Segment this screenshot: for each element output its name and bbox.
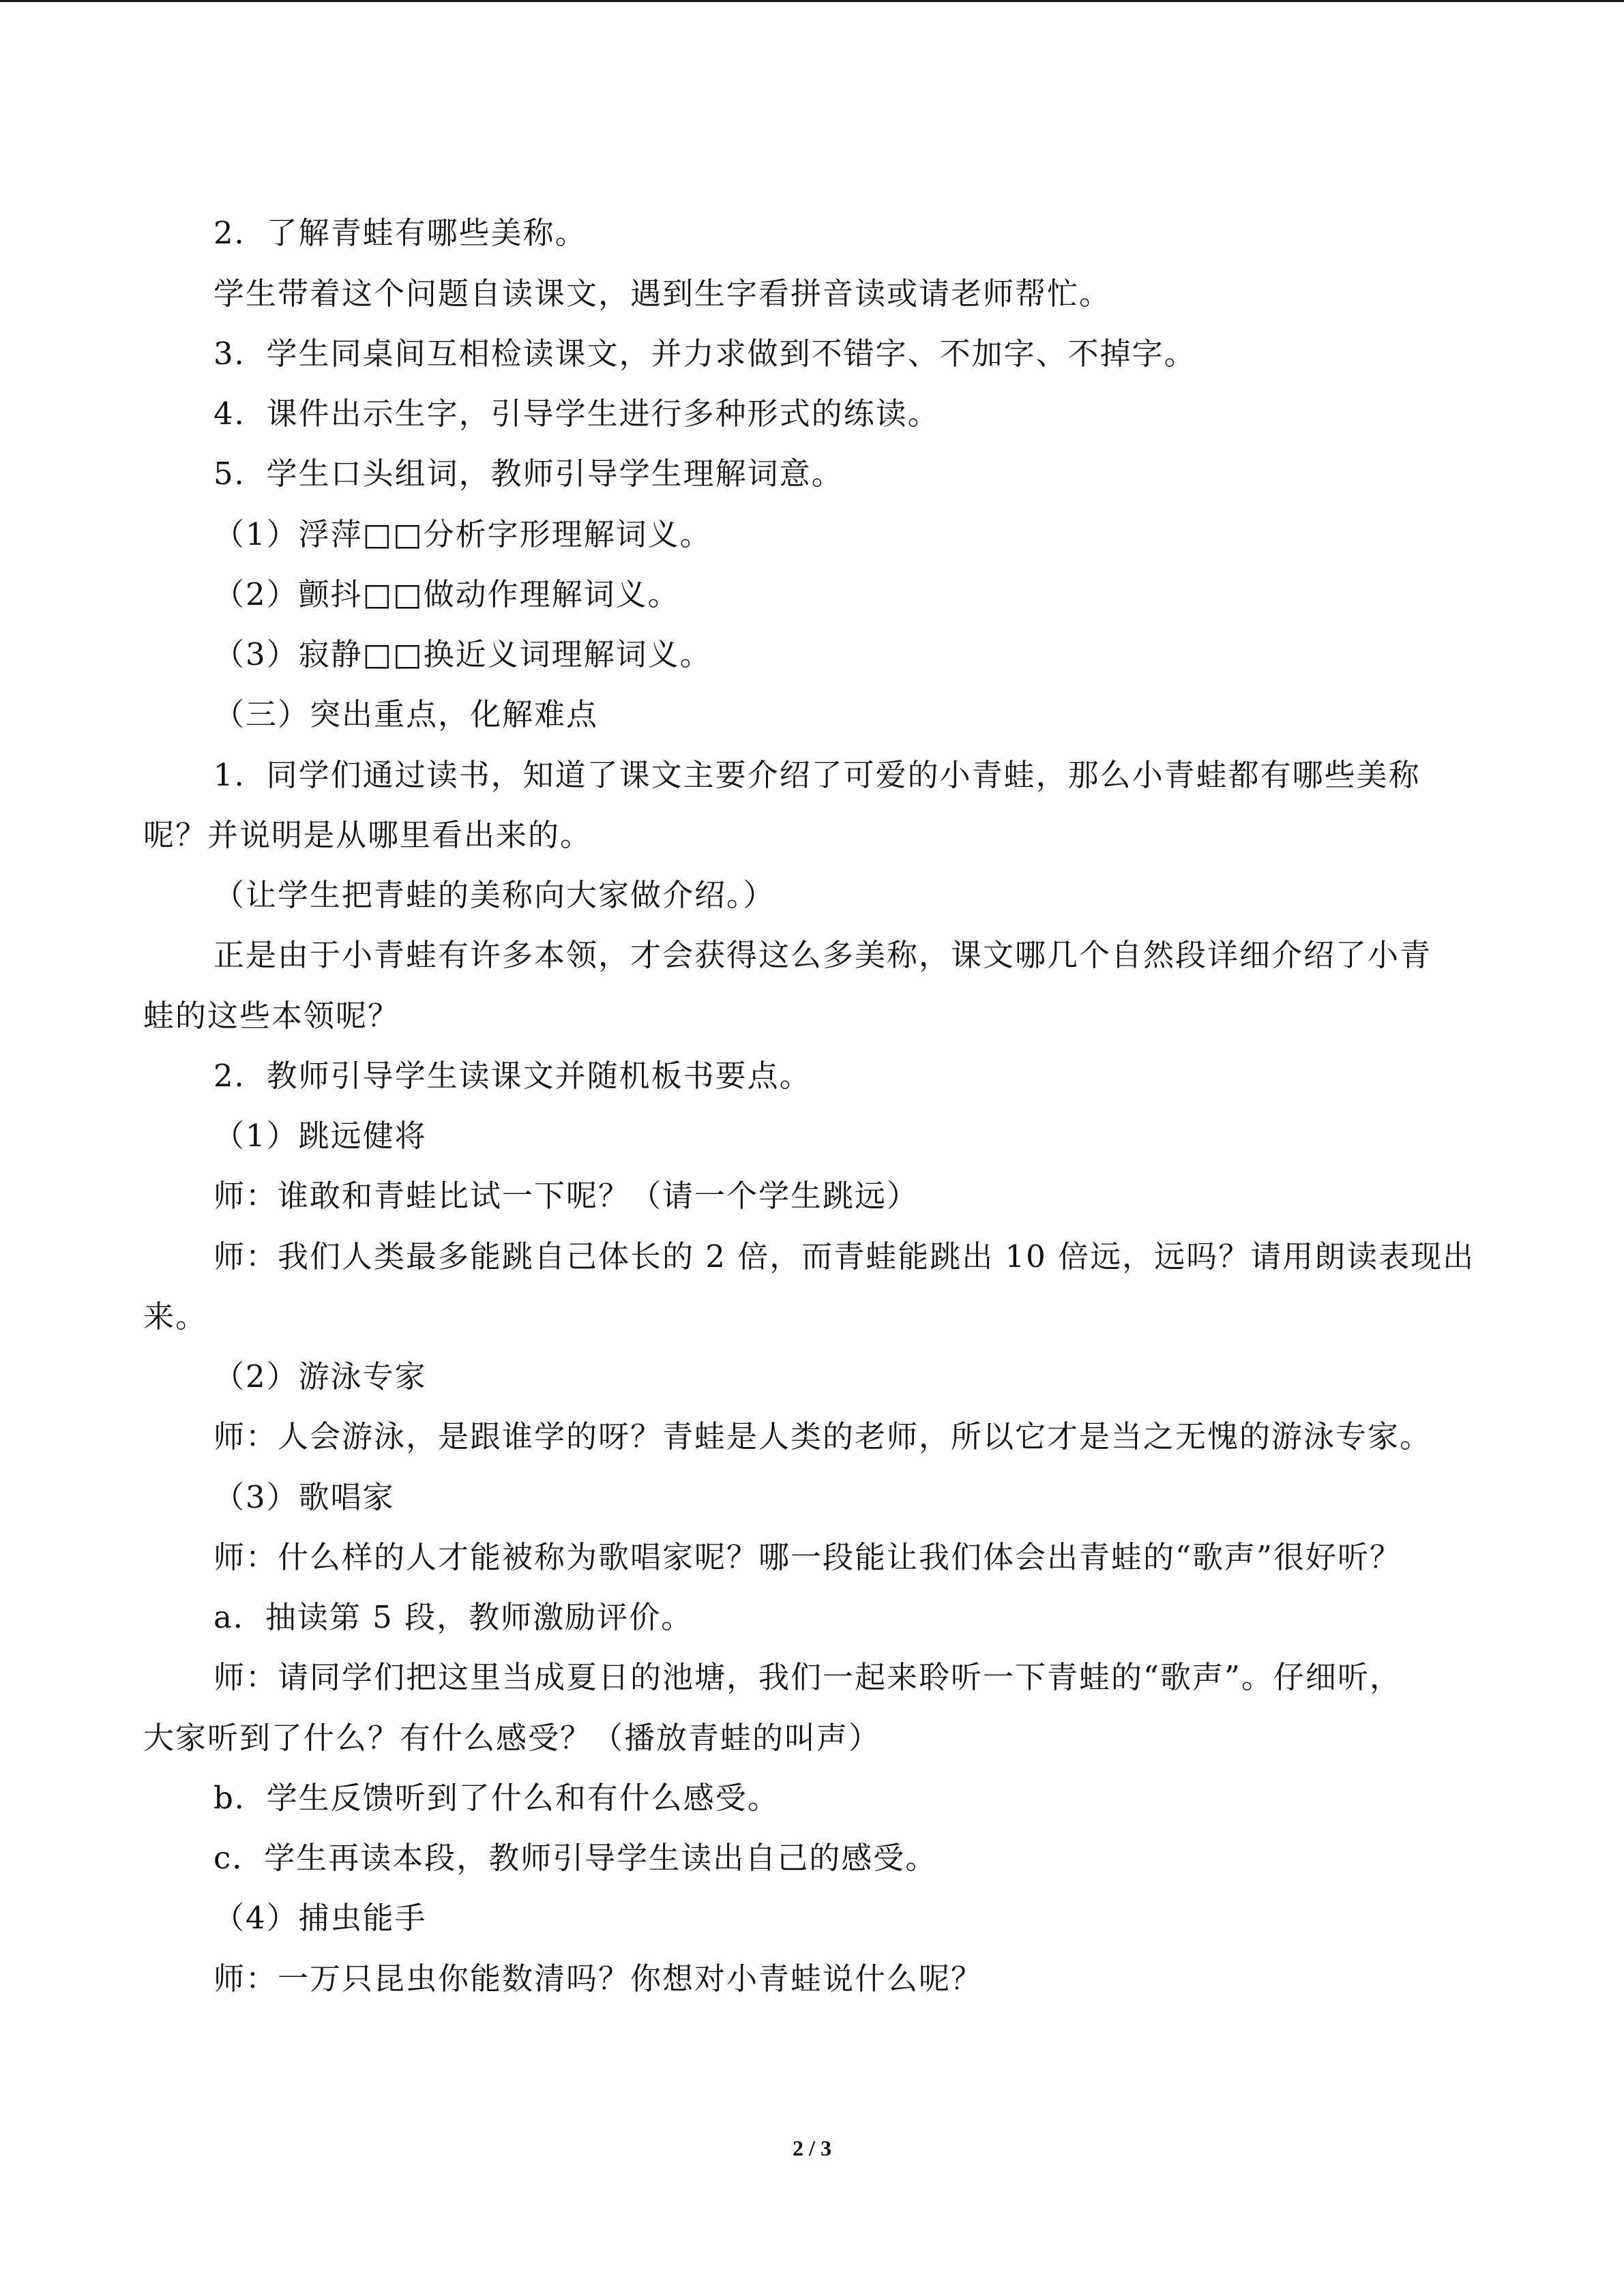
text-line: 来。 <box>143 1298 208 1335</box>
page-number: 2 / 3 <box>793 2136 831 2160</box>
text-line: 师：什么样的人才能被称为歌唱家呢？哪一段能让我们体会出青蛙的“歌声”很好听？ <box>213 1539 1402 1575</box>
text-line: 师：一万只昆虫你能数清吗？你想对小青蛙说什么呢？ <box>213 1960 984 1997</box>
text-line: （3）歌唱家 <box>213 1479 395 1515</box>
text-line: （2）游泳专家 <box>213 1358 427 1395</box>
text-line: 2．教师引导学生读课文并随机板书要点。 <box>213 1058 812 1094</box>
text-line: 师：请同学们把这里当成夏日的池塘，我们一起来聆听一下青蛙的“歌声”。仔细听， <box>213 1659 1402 1695</box>
text-line: （4）捕虫能手 <box>213 1900 427 1936</box>
text-line: a．抽读第 5 段，教师激励评价。 <box>213 1599 694 1635</box>
text-line: （2）颤抖□□做动作理解词义。 <box>213 576 680 612</box>
text-line: 学生带着这个问题自读课文，遇到生字看拼音读或请老师帮忙。 <box>213 275 1112 312</box>
text-line: 呢？并说明是从哪里看出来的。 <box>143 817 593 853</box>
text-line: 1．同学们通过读书，知道了课文主要介绍了可爱的小青蛙，那么小青蛙都有哪些美称 <box>213 757 1421 793</box>
text-line: 5．学生口头组词，教师引导学生理解词意。 <box>213 456 844 492</box>
text-line: 蛙的这些本领呢？ <box>143 998 400 1034</box>
text-line: （1）浮萍□□分析字形理解词义。 <box>213 516 712 552</box>
text-line: 4．课件出示生字，引导学生进行多种形式的练读。 <box>213 396 940 432</box>
text-line: （3）寂静□□换近义词理解词义。 <box>213 636 712 672</box>
text-line: （1）跳远健将 <box>213 1118 427 1154</box>
text-line: 师：我们人类最多能跳自己体长的 2 倍，而青蛙能跳出 10 倍远，远吗？请用朗读表现出 <box>213 1238 1475 1274</box>
text-line: c．学生再读本段，教师引导学生读出自己的感受。 <box>213 1840 938 1876</box>
text-line: 2．了解青蛙有哪些美称。 <box>213 215 587 251</box>
text-line: 正是由于小青蛙有许多本领，才会获得这么多美称，课文哪几个自然段详细介绍了小青 <box>213 937 1432 973</box>
text-line: 师：人会游泳，是跟谁学的呀？青蛙是人类的老师，所以它才是当之无愧的游泳专家。 <box>213 1418 1432 1455</box>
text-line: b．学生反馈听到了什么和有什么感受。 <box>213 1780 780 1816</box>
text-line: 师：谁敢和青蛙比试一下呢？（请一个学生跳远） <box>213 1178 919 1214</box>
text-line: 大家听到了什么？有什么感受？（播放青蛙的叫声） <box>143 1720 881 1756</box>
text-line: 3．学生同桌间互相检读课文，并力求做到不错字、不加字、不掉字。 <box>213 336 1196 372</box>
section-heading: （三）突出重点，化解难点 <box>213 696 599 732</box>
text-line: （让学生把青蛙的美称向大家做介绍。） <box>213 877 776 913</box>
